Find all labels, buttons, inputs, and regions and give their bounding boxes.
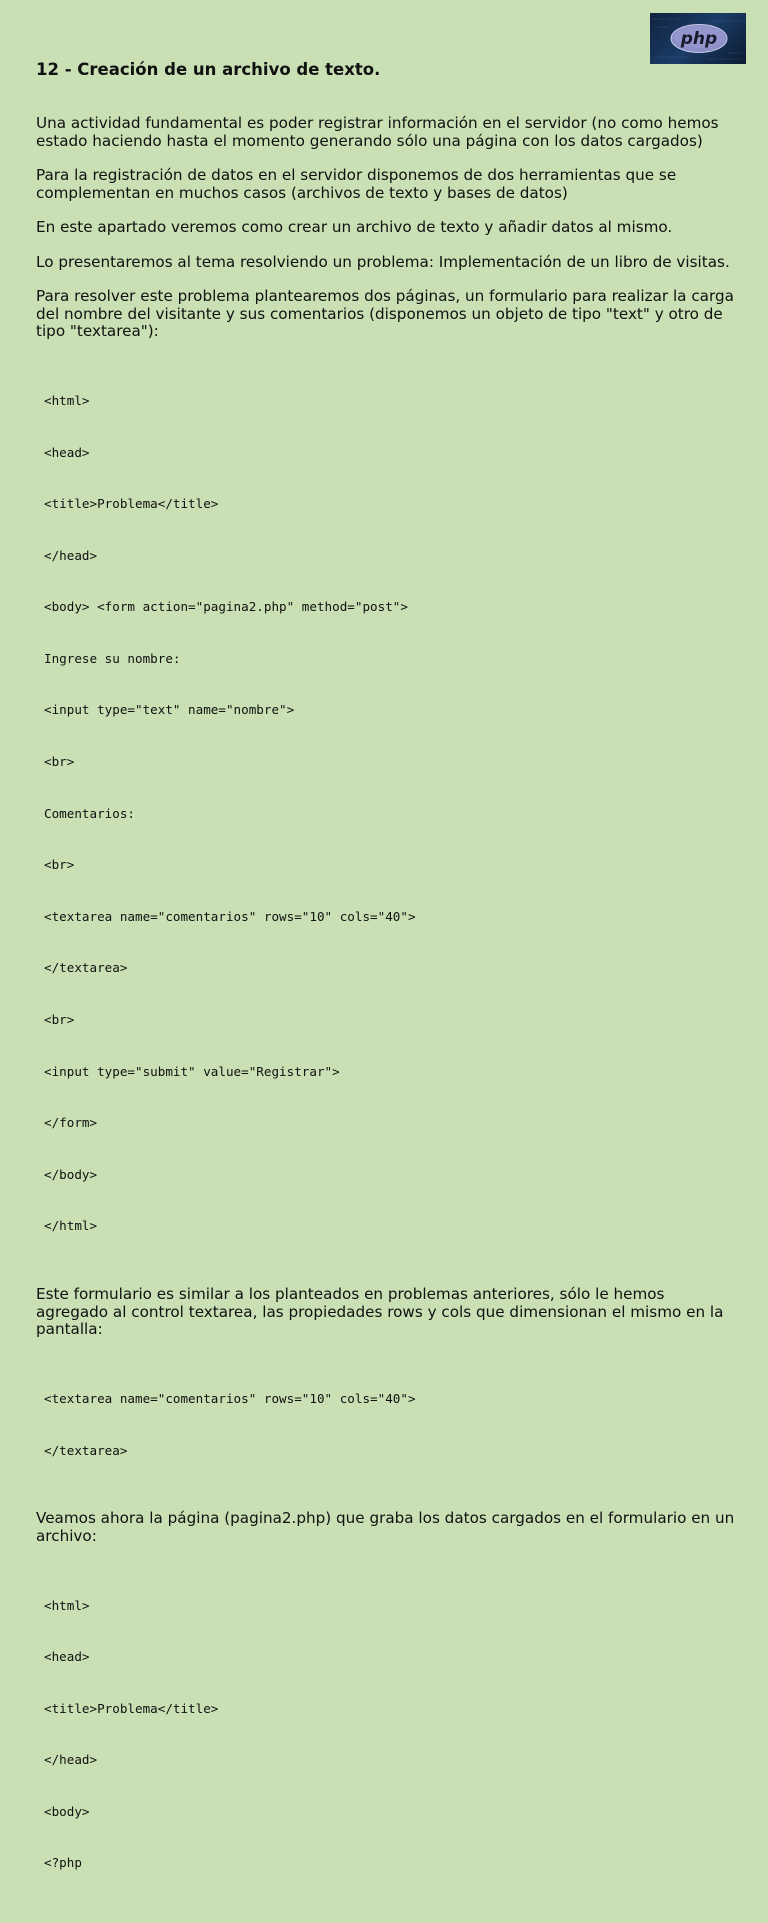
code-block-textarea <box>44 1356 736 1494</box>
code-line: <?php <box>44 1855 82 1871</box>
code-line: <br> <box>44 857 75 873</box>
code-line: </form> <box>44 1115 98 1131</box>
code-line: </html> <box>44 1218 98 1234</box>
paragraph-section-goal: En este apartado veremos como crear un archivo de texto y añadir datos al mismo. <box>36 218 673 236</box>
code-block-page2 <box>44 1562 736 1906</box>
code-block-form <box>44 358 736 1270</box>
code-line: <html> <box>44 392 90 408</box>
code-line: <input type="submit" value="Registrar"> <box>44 1063 340 1079</box>
code-line: <head> <box>44 444 90 460</box>
code-line: <title>Problema</title> <box>44 496 219 512</box>
code-line: <head> <box>44 1649 90 1665</box>
code-line: </head> <box>44 547 98 563</box>
paragraph-page2-intro: Veamos ahora la página (pagina2.php) que graba los datos cargados en el formulario en un archivo: <box>36 1509 735 1545</box>
paragraph-form-explanation: Este formulario es similar a los planteados en problemas anteriores, sólo le hemos agregado al control textarea, las propiedades rows y cols que dimensionan el mismo en la pantalla: <box>36 1285 724 1338</box>
document-body <box>36 115 736 1923</box>
logo-text: php <box>680 29 718 49</box>
paragraph-tools: Para la registración de datos en el servidor disponemos de dos herramientas que se complementan en muchos casos (archivos de texto y bases de datos) <box>36 166 677 202</box>
code-line: </head> <box>44 1752 98 1768</box>
code-line: <body> <form action="pagina2.php" method="post"> <box>44 599 408 615</box>
paragraph-intro: Una actividad fundamental es poder registrar información en el servidor (no como hemos estado haciendo hasta el momento generando sólo una página con los datos cargados) <box>36 114 719 150</box>
code-line: Ingrese su nombre: <box>44 650 181 666</box>
paragraph-pages: Para resolver este problema plantearemos dos páginas, un formulario para realizar la carga del nombre del visitante y sus comentarios (disponemos un objeto de tipo "text" y otro de tipo "textarea"): <box>36 287 734 340</box>
code-line: </textarea> <box>44 960 128 976</box>
code-line: </body> <box>44 1166 98 1182</box>
code-line: <br> <box>44 754 75 770</box>
code-line: </textarea> <box>44 1442 128 1458</box>
paragraph-problem: Lo presentaremos al tema resolviendo un problema: Implementación de un libro de visitas. <box>36 252 730 271</box>
page-title: 12 - Creación de un archivo de texto. <box>36 60 381 79</box>
code-line: <textarea name="comentarios" rows="10" cols="40"> <box>44 908 416 924</box>
code-line: <body> <box>44 1803 90 1819</box>
code-line: <textarea name="comentarios" rows="10" cols="40"> <box>44 1390 416 1406</box>
php-logo <box>650 13 746 64</box>
code-line: <input type="text" name="nombre"> <box>44 702 295 718</box>
code-line: <br> <box>44 1012 75 1028</box>
code-line: <title>Problema</title> <box>44 1700 219 1716</box>
code-line: <html> <box>44 1597 90 1613</box>
code-line: Comentarios: <box>44 805 135 821</box>
